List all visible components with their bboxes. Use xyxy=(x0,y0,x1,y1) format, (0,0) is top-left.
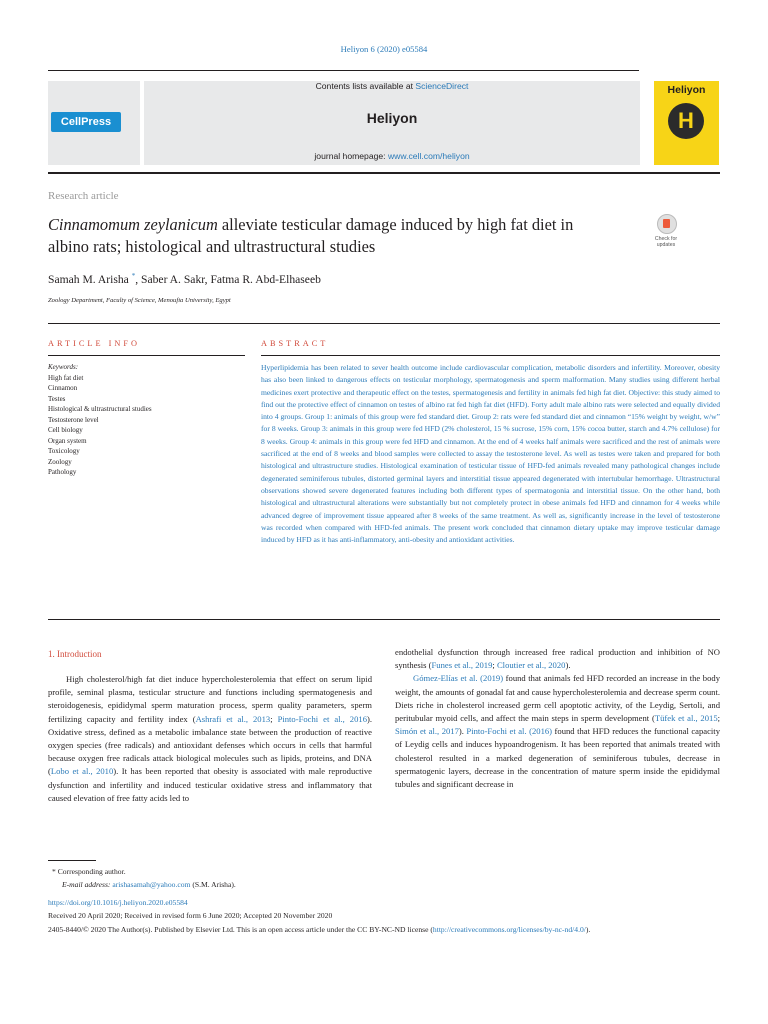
corresponding-mark[interactable]: * xyxy=(131,272,136,280)
received-dates: Received 20 April 2020; Received in revised form 6 June 2020; Accepted 20 November 2020 xyxy=(48,911,333,920)
text: ). xyxy=(565,660,571,671)
doi-link[interactable]: https://doi.org/10.1016/j.heliyon.2020.e05584 xyxy=(48,898,188,907)
keyword: High fat diet xyxy=(48,373,84,382)
article-info-heading: ARTICLE INFO xyxy=(48,339,140,348)
email-link[interactable]: arishasamah@yahoo.com xyxy=(112,879,191,889)
text: High cholesterol/high fat diet induce hypercholesterolemia that effect on serum lipid profile, seminal plasma, testicular structure and functions including spermatogenesis and steroidogenesis, epididymal sperm maturation process, sperm quality parameters, sperm fertilizing capacity and fertility index ( xyxy=(48,674,372,724)
affiliation: Zoology Department, Faculty of Science, Menoufia University, Egypt xyxy=(48,297,231,304)
journal-homepage xyxy=(144,151,640,161)
body-column-left xyxy=(48,673,372,805)
text: ). xyxy=(458,726,467,737)
citation-link[interactable]: Gómez-Elías et al. (2019) xyxy=(413,673,504,684)
license-link[interactable]: http://creativecommons.org/licenses/by-nc-nd/4.0/ xyxy=(432,925,586,934)
article-type: Research article xyxy=(48,190,119,202)
article-title xyxy=(48,214,608,258)
footnote xyxy=(52,866,236,891)
keyword: Testes xyxy=(48,394,66,403)
footnote-rule xyxy=(48,860,96,861)
body-column-right xyxy=(395,646,720,791)
section-heading-introduction: 1. Introduction xyxy=(48,649,102,659)
authors-rest: , Saber A. Sakr, Fatma R. Abd-Elhaseeb xyxy=(135,272,321,286)
footnote-corresponding xyxy=(52,866,236,879)
divider xyxy=(48,172,720,174)
divider xyxy=(48,355,245,356)
keywords-heading: Keywords: xyxy=(48,363,79,371)
citation-link[interactable]: Ashrafi et al., 2013 xyxy=(195,713,271,724)
keyword: Cell biology xyxy=(48,426,83,434)
cover-title: Heliyon xyxy=(667,84,706,96)
contents-available xyxy=(144,81,640,91)
paragraph xyxy=(395,646,720,672)
citation-link[interactable]: Pinto-Fochi et al. (2016) xyxy=(466,726,553,737)
license-text: 2405-8440/© 2020 The Author(s). Published by Elsevier Ltd. This is an open access article under the CC BY-NC-ND license ( xyxy=(48,925,433,934)
citation-link[interactable]: Lobo et al., 2010 xyxy=(50,766,114,777)
check-updates-icon xyxy=(657,214,677,234)
divider xyxy=(261,355,720,356)
journal-name: Heliyon xyxy=(366,110,418,126)
text: ). Oxidative stress, defined as a metabolic imbalance state between the production of reactive oxygen species (free radicals) and antioxidant defenses which occurs in cells that harmful because oxygen free radicals attack biological molecules such as lipids, proteins, and DNA ( xyxy=(48,713,373,777)
citation-link[interactable]: Simón et al., 2017 xyxy=(395,726,459,737)
footnote-mark: * xyxy=(52,867,56,876)
journal-citation[interactable]: Heliyon 6 (2020) e05584 xyxy=(340,44,428,54)
keyword: Toxicology xyxy=(48,447,80,455)
text: ; xyxy=(492,660,497,671)
email-label: E-mail address: xyxy=(62,879,111,889)
author-1: Samah M. Arisha xyxy=(48,272,129,286)
email-owner: (S.M. Arisha). xyxy=(190,879,236,889)
paragraph xyxy=(48,673,372,805)
divider xyxy=(48,70,639,71)
text: ). It has been reported that obesity is associated with male reproductive dysfunction and infertility and induced testicular oxidative stress and inflammatory that caused elevation of free fatty acids led to xyxy=(48,766,372,803)
check-for-updates-button[interactable] xyxy=(650,214,682,254)
divider xyxy=(48,323,720,324)
footnote-text: Corresponding author. xyxy=(55,867,126,876)
title-species: Cinnamomum zeylanicum xyxy=(48,215,218,234)
text: ; xyxy=(270,713,278,724)
footnote-email xyxy=(52,879,236,892)
paragraph xyxy=(395,672,720,791)
cellpress-logo[interactable] xyxy=(51,112,121,132)
citation-link[interactable]: Tüfek et al., 2015 xyxy=(654,713,718,724)
keyword: Histological & ultrastructural studies xyxy=(48,405,152,413)
sciencedirect-link[interactable]: ScienceDirect xyxy=(415,81,469,91)
text: ; xyxy=(717,713,721,724)
keyword: Zoology xyxy=(48,457,72,466)
homepage-prefix: journal homepage: xyxy=(314,151,388,161)
keyword: Cinnamon xyxy=(48,384,78,392)
homepage-link[interactable]: www.cell.com/heliyon xyxy=(387,151,470,161)
citation-link[interactable]: Pinto-Fochi et al., 2016 xyxy=(277,713,367,724)
citation-link[interactable]: Cloutier et al., 2020 xyxy=(496,660,566,671)
keyword: Testosterone level xyxy=(48,415,99,424)
abstract-heading: ABSTRACT xyxy=(261,339,329,348)
text: found that HFD reduces the functional capacity of Leydig cells and induces hypoandrogenism. It has been reported that animals treated with cholesterol resulted in a marked degeneration of seminiferous tubules, decrease in spermatogenic layers, decrease in the concentration of mature sperm inside the epididymal tubules and significant decrease in xyxy=(395,726,720,790)
cover-letter: H xyxy=(668,103,704,139)
text: found that animals fed HFD recorded an increase in the body weight, the amounts of gonadal fat and cause hypercholesterolemia and decrease sperm count. Diets riche in cholesterol increased germ cell apoptotic activity, of the Leydig, Sertoli, and peritubular myoid cells, and affect the main steps in sperm development ( xyxy=(395,673,720,724)
keyword: Pathology xyxy=(48,468,77,476)
abstract-text: Hyperlipidemia has been related to sever health outcome include cardiovascular complication, metabolic disorders and infertility. Moreover, obesity has also been linked to dangerous effects on testicular morphology, spermatogenesis and sperm malformation. Many studies using different herbal medicines exert protective and therapeutic effect on the testes, spermatogenesis and fertility in animals fed high fat diet. Objective: this study aimed to find out the protective effect of cinnamon on testes of albino rat fed high fat diet (HFD). Forty adult male albino rats were selected and equally divided into 4 groups. Group 1: animals of this group were fed standard diet. Group 2: rats were fed standard diet and cinnamon “15% weight by weight, w/w” for 8 weeks. Group 3: animals in this group were fed HFD (2% cholesterol, 15 % sucrose, 15% corn, 15% cocoa butter, starch and 4.7% cellulose) for 8 weeks. Group 4: animals in this group were fed HFD and cinnamon. At the end of 4 weeks half animals were sacrificed and the rest of animals were sacrificed at the end of 8 weeks and blood samples were collected to assay the testosterone level. As well as testes were taken and prepared for both histological and ultrastructure studies. Histological examination of testicular tissue of HFD-fed animals revealed many pathological changes include degenerated seminiferous tubules, distorted germinal layers and interstitial tissue appeared degenerated with intertubular hemorrhage. Ultrastructural observations showed severe degenerated features including both different types of spermatogonia and interstitial tissue. On the other hand, both histological and ultrastructural alterations were substantially but not completely protect in obese animals fed HFD and cinnamon for 4 weeks while advanced degree of improvement tissue appeared after 8 weeks of the same treatment. As well as, significantly increase in the level of testosterone was recorded when compared with HFD-fed animals. The present work concluded that cinnamon dietary uptake may improve testicular damage induced by HFD as it has anti-inflammatory, anti-obesity and antioxidant activities. xyxy=(261,363,720,545)
keywords-list xyxy=(48,362,245,478)
divider xyxy=(48,619,720,620)
citation-link[interactable]: Funes et al., 2019 xyxy=(431,660,493,671)
contents-prefix: Contents lists available at xyxy=(315,81,416,91)
keyword: Organ system xyxy=(48,436,87,445)
license-end: ). xyxy=(585,925,591,934)
cellpress-logo-text: CellPress xyxy=(60,116,112,128)
title-rest: alleviate testicular damage induced by high fat diet in albino rats; histological and ultrastructural studies xyxy=(48,215,574,256)
license-statement xyxy=(48,924,720,937)
text: endothelial dysfunction through increased free radical production and inhibition of NO synthesis ( xyxy=(395,647,720,671)
check-updates-label: Check for updates xyxy=(654,236,678,248)
authors xyxy=(48,272,321,286)
